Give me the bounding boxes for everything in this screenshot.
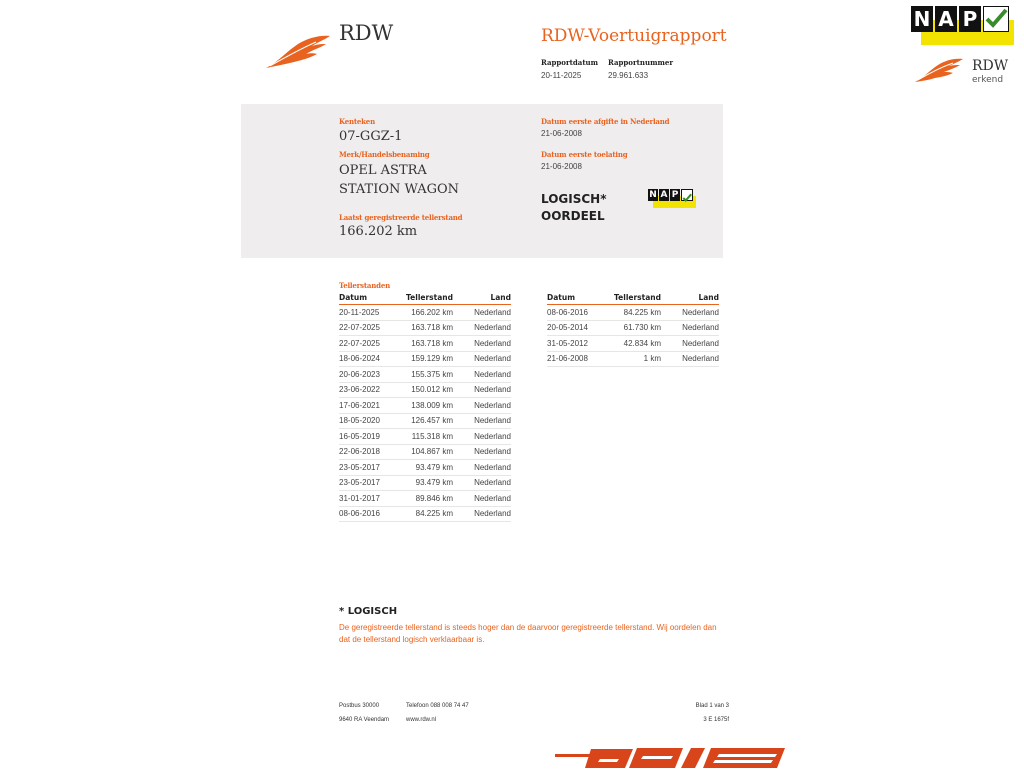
row-tellerstand: 84.225 km	[401, 506, 453, 522]
row-tellerstand: 155.375 km	[401, 367, 453, 383]
rdw-logo	[264, 32, 332, 75]
oordeel-line1: LOGISCH*	[541, 192, 607, 206]
row-tellerstand: 159.129 km	[401, 351, 453, 367]
row-land: Nederland	[453, 336, 511, 352]
report-title: RDW-Voertuigrapport	[541, 26, 727, 46]
nap-small-letter-a: A	[660, 190, 668, 200]
row-land: Nederland	[453, 506, 511, 522]
row-tellerstand: 61.730 km	[609, 320, 661, 336]
oordeel-line2: OORDEEL	[541, 209, 605, 223]
rapportdatum-label: Rapportdatum	[541, 58, 599, 67]
footer-postbus: Postbus 30000	[339, 703, 380, 709]
row-tellerstand: 1 km	[609, 351, 661, 367]
kenteken-label: Kenteken	[339, 117, 375, 126]
nap-logo	[911, 6, 1014, 45]
row-datum: 16-05-2019	[339, 429, 401, 445]
table-row	[339, 475, 511, 491]
row-datum: 20-11-2025	[339, 305, 401, 321]
row-datum: 31-01-2017	[339, 491, 401, 507]
table-row	[339, 491, 511, 507]
table-row	[339, 506, 511, 522]
table-row	[339, 367, 511, 383]
col-land: Land	[661, 292, 719, 305]
row-land: Nederland	[453, 460, 511, 476]
table-row	[547, 351, 719, 367]
row-datum: 31-05-2012	[547, 336, 609, 352]
rapportnummer-label: Rapportnummer	[608, 58, 674, 67]
col-datum: Datum	[339, 292, 401, 305]
nap-letter-p: P	[959, 6, 981, 32]
row-tellerstand: 93.479 km	[401, 460, 453, 476]
nap-letter-a: A	[935, 6, 957, 32]
rdw-erkend-subtitle: erkend	[972, 75, 1004, 85]
footnote-text-line1: De geregistreerde tellerstand is steeds hoger dan de daarvoor geregistreerde tellerstand. Wij oordelen dan	[339, 623, 717, 632]
odometer-table-left	[339, 292, 511, 522]
vehicle-info-panel	[241, 104, 723, 258]
table-row	[339, 413, 511, 429]
row-datum: 23-05-2017	[339, 475, 401, 491]
nap-small-logo	[648, 189, 696, 208]
row-land: Nederland	[661, 336, 719, 352]
table-row	[339, 398, 511, 414]
row-datum: 08-06-2016	[547, 305, 609, 321]
row-tellerstand: 104.867 km	[401, 444, 453, 460]
row-tellerstand: 150.012 km	[401, 382, 453, 398]
row-tellerstand: 163.718 km	[401, 320, 453, 336]
eerste-toelating-value: 21-06-2008	[541, 162, 582, 171]
nap-letters	[911, 6, 1009, 32]
col-datum: Datum	[547, 292, 609, 305]
row-tellerstand: 166.202 km	[401, 305, 453, 321]
col-tellerstand: Tellerstand	[401, 292, 453, 305]
table-row	[547, 336, 719, 352]
row-land: Nederland	[453, 398, 511, 414]
footer-website: www.rdw.nl	[406, 717, 437, 723]
row-land: Nederland	[453, 320, 511, 336]
row-datum: 08-06-2016	[339, 506, 401, 522]
row-datum: 23-05-2017	[339, 460, 401, 476]
row-land: Nederland	[453, 475, 511, 491]
row-datum: 22-07-2025	[339, 320, 401, 336]
col-tellerstand: Tellerstand	[609, 292, 661, 305]
row-tellerstand: 84.225 km	[609, 305, 661, 321]
tellerstanden-title: Tellerstanden	[339, 281, 390, 290]
row-datum: 17-06-2021	[339, 398, 401, 414]
table-row	[547, 305, 719, 321]
row-land: Nederland	[453, 382, 511, 398]
tellerstand-label: Laatst geregistreerde tellerstand	[339, 213, 463, 222]
row-land: Nederland	[453, 305, 511, 321]
nap-small-letters	[648, 189, 693, 201]
table-row	[339, 460, 511, 476]
vehicle-info-panel-tab	[241, 248, 301, 258]
row-datum: 22-07-2025	[339, 336, 401, 352]
kenteken-value: 07-GGZ-1	[339, 129, 403, 144]
table-row	[339, 382, 511, 398]
footnote-text-line2: dat de tellerstand logisch verklaarbaar is.	[339, 635, 485, 644]
table-row	[339, 305, 511, 321]
footer-postcode: 9640 RA Veendam	[339, 717, 390, 723]
merk-line2: STATION WAGON	[339, 182, 460, 197]
col-land: Land	[453, 292, 511, 305]
rapportdatum-value: 20-11-2025	[541, 71, 582, 80]
table-row	[339, 336, 511, 352]
merk-line1: OPEL ASTRA	[339, 163, 427, 178]
row-tellerstand: 89.846 km	[401, 491, 453, 507]
checkmark-icon	[983, 6, 1009, 32]
rapportnummer-value: 29.961.633	[608, 71, 649, 80]
table-row	[547, 320, 719, 336]
row-land: Nederland	[453, 444, 511, 460]
row-tellerstand: 93.479 km	[401, 475, 453, 491]
eerste-afgifte-value: 21-06-2008	[541, 129, 582, 138]
nap-small-letter-n: N	[649, 190, 657, 200]
row-land: Nederland	[453, 413, 511, 429]
table-row	[339, 444, 511, 460]
odometer-table-right	[547, 292, 719, 367]
row-datum: 18-05-2020	[339, 413, 401, 429]
row-land: Nederland	[661, 305, 719, 321]
row-datum: 22-06-2018	[339, 444, 401, 460]
checkmark-small-icon	[681, 189, 693, 201]
row-tellerstand: 126.457 km	[401, 413, 453, 429]
brand-name: RDW	[339, 21, 394, 45]
footer-page: Blad 1 van 3	[695, 703, 729, 709]
row-tellerstand: 42.834 km	[609, 336, 661, 352]
row-datum: 18-06-2024	[339, 351, 401, 367]
rdw-erkend-logo	[913, 56, 965, 89]
row-land: Nederland	[453, 367, 511, 383]
footnote-title: * LOGISCH	[339, 606, 398, 617]
row-land: Nederland	[661, 320, 719, 336]
row-datum: 20-06-2023	[339, 367, 401, 383]
row-datum: 23-06-2022	[339, 382, 401, 398]
table-row	[339, 429, 511, 445]
row-datum: 20-05-2014	[547, 320, 609, 336]
rdw-feather-icon	[264, 32, 332, 70]
nap-small-letter-p: P	[671, 190, 679, 200]
tellerstand-value: 166.202 km	[339, 224, 418, 239]
row-land: Nederland	[661, 351, 719, 367]
table-row	[339, 320, 511, 336]
rdw-feather-small-icon	[913, 56, 965, 84]
row-land: Nederland	[453, 351, 511, 367]
table-row	[339, 351, 511, 367]
row-tellerstand: 115.318 km	[401, 429, 453, 445]
footer-telefoon: Telefoon 088 008 74 47	[406, 703, 469, 709]
row-land: Nederland	[453, 429, 511, 445]
rdw-erkend-title: RDW	[972, 58, 1009, 74]
merk-label: Merk/Handelsbenaming	[339, 150, 430, 159]
footer-code: 3 E 1675f	[703, 717, 729, 723]
row-land: Nederland	[453, 491, 511, 507]
row-tellerstand: 138.009 km	[401, 398, 453, 414]
eerste-afgifte-label: Datum eerste afgifte in Nederland	[541, 117, 670, 126]
decorative-stripes	[555, 745, 785, 773]
nap-letter-n: N	[911, 6, 933, 32]
row-datum: 21-06-2008	[547, 351, 609, 367]
eerste-toelating-label: Datum eerste toelating	[541, 150, 628, 159]
row-tellerstand: 163.718 km	[401, 336, 453, 352]
